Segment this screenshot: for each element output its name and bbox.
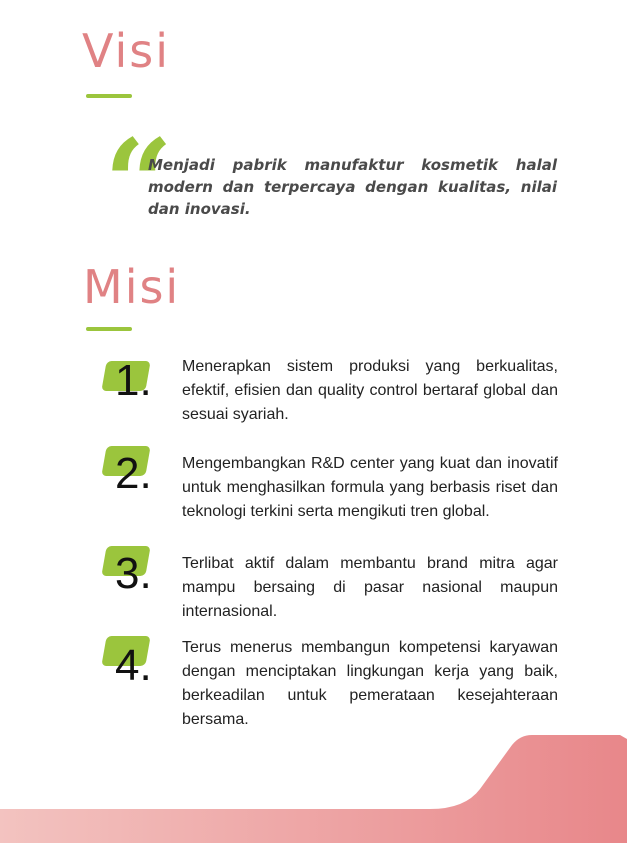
misi-title: Misi bbox=[83, 260, 181, 314]
misi-number: 1. bbox=[115, 356, 152, 405]
misi-number: 4. bbox=[115, 641, 152, 690]
stripe-shape bbox=[0, 735, 627, 843]
visi-underline bbox=[86, 94, 132, 98]
misi-underline bbox=[86, 327, 132, 331]
quote-mark-icon: “ bbox=[104, 113, 174, 254]
decorative-stripe bbox=[0, 733, 627, 843]
visi-title: Visi bbox=[82, 24, 170, 78]
misi-item-text: Terus menerus membangun kompetensi karyawan dengan menciptakan lingkungan kerja yang baik, berkeadilan untuk pemerataan kesejahteraan bersama. bbox=[182, 639, 558, 728]
visi-statement: Menjadi pabrik manufaktur kosmetik halal modern dan terpercaya dengan kualitas, nilai dan inovasi. bbox=[148, 156, 557, 218]
misi-number: 2. bbox=[115, 449, 152, 498]
misi-item-text: Mengembangkan R&D center yang kuat dan inovatif untuk menghasilkan formula yang berbasis riset dan teknologi terkini serta mengikuti tren global. bbox=[182, 455, 558, 520]
misi-item-text: Terlibat aktif dalam membantu brand mitra agar mampu bersaing di pasar nasional maupun internasional. bbox=[182, 555, 558, 620]
misi-number: 3. bbox=[115, 549, 152, 598]
misi-item-text: Menerapkan sistem produksi yang berkualitas, efektif, efisien dan quality control bertaraf global dan sesuai syariah. bbox=[182, 358, 558, 423]
